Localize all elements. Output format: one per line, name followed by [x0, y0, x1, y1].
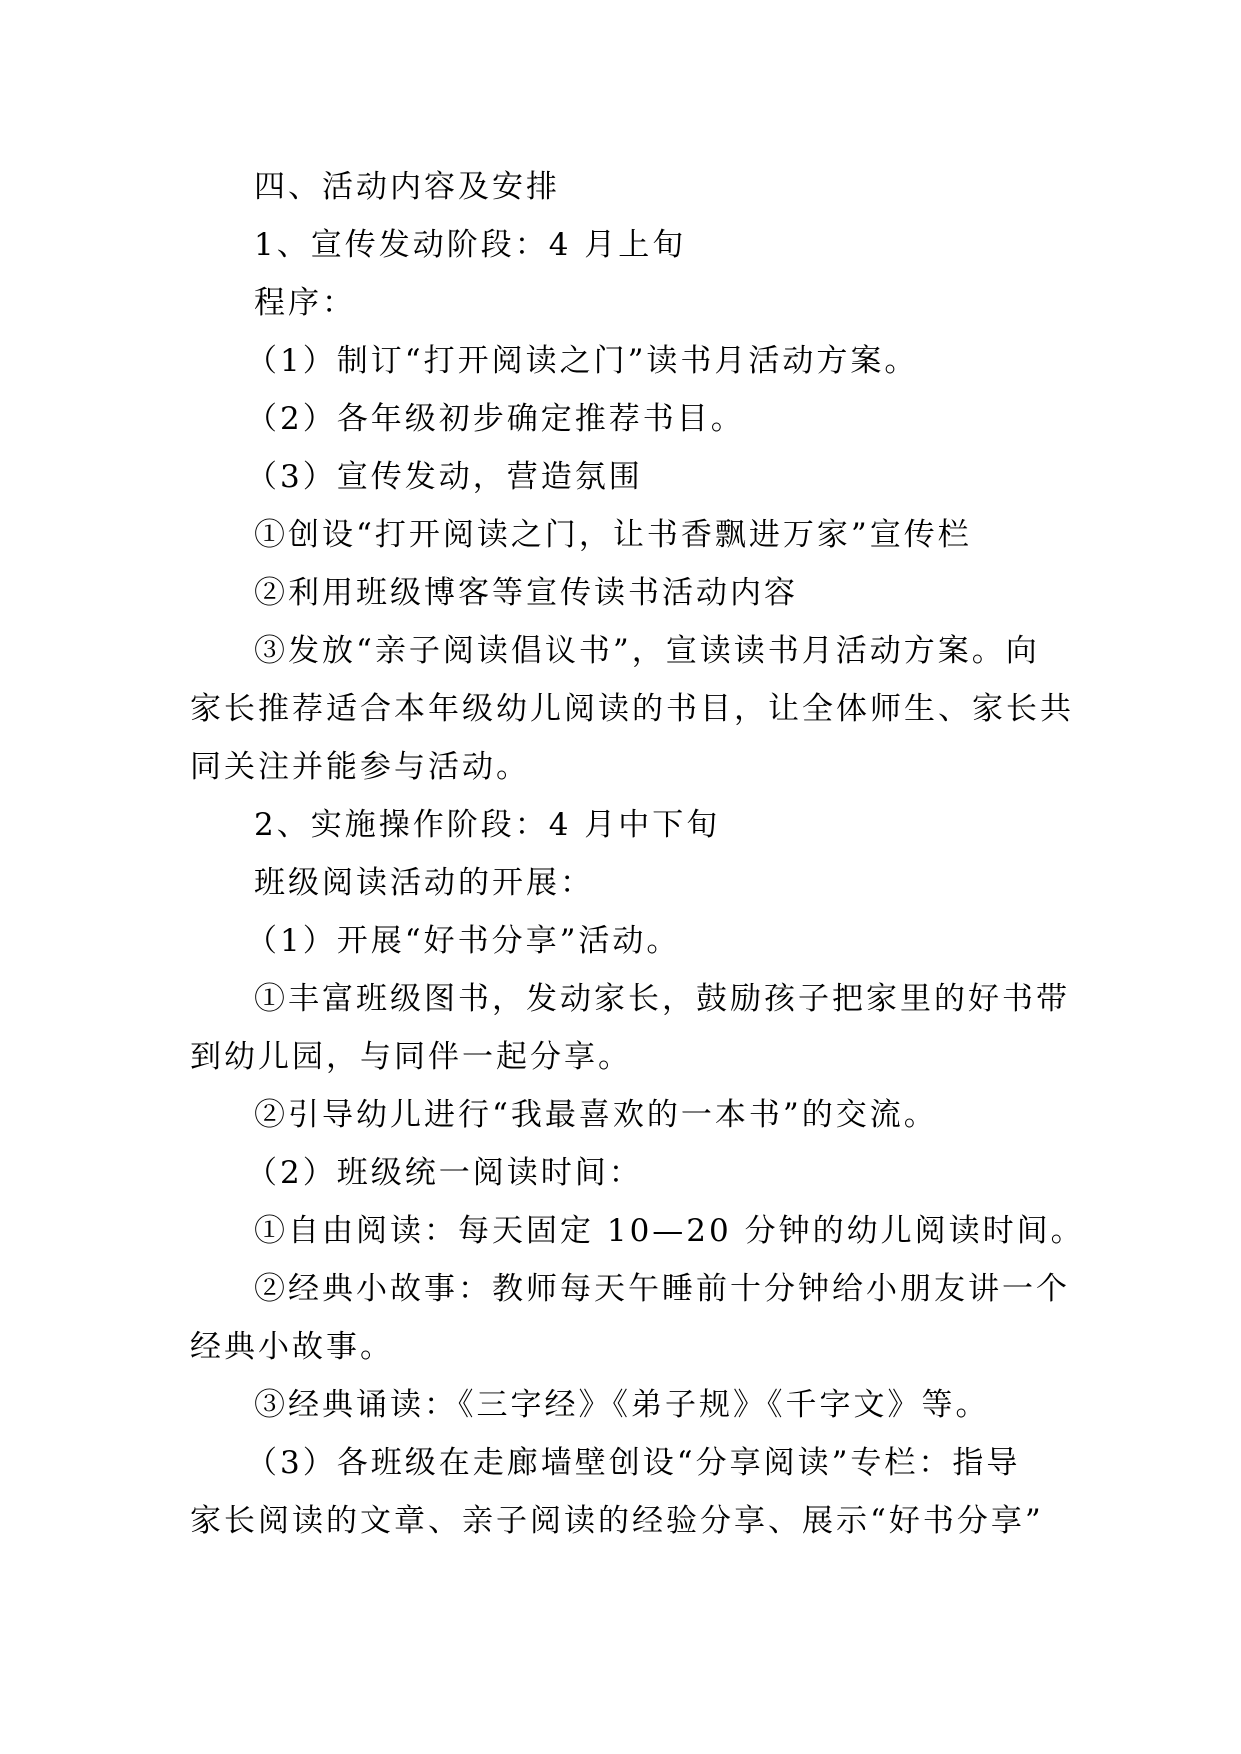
paragraph-line: （1）开展“好书分享”活动。: [246, 923, 681, 959]
document-body: [190, 158, 1085, 1550]
paragraph-line: （1）制订“打开阅读之门”读书月活动方案。: [246, 343, 919, 379]
section-heading: 四、活动内容及安排: [254, 169, 560, 205]
paragraph-line: （3）宣传发动，营造氛围: [246, 459, 643, 495]
paragraph-line: 程序：: [254, 285, 356, 321]
paragraph-line: （2）各年级初步确定推荐书目。: [246, 401, 745, 437]
paragraph-line: ②利用班级博客等宣传读书活动内容: [254, 575, 798, 611]
paragraph-line: 家长阅读的文章、亲子阅读的经验分享、展示“好书分享”: [190, 1503, 1044, 1539]
paragraph-line: ①丰富班级图书，发动家长，鼓励孩子把家里的好书带: [254, 981, 1070, 1017]
paragraph-line: ①创设“打开阅读之门，让书香飘进万家”宣传栏: [254, 517, 972, 553]
stage-heading: 2、实施操作阶段：4 月中下旬: [254, 807, 721, 843]
paragraph-line: ①自由阅读：每天固定 10—20 分钟的幼儿阅读时间。: [254, 1213, 1085, 1249]
paragraph-line: 经典小故事。: [190, 1329, 394, 1365]
paragraph-line: 同关注并能参与活动。: [190, 749, 530, 785]
paragraph-line: ③经典诵读：《三字经》《弟子规》《千字文》等。: [254, 1387, 990, 1423]
paragraph-line: 家长推荐适合本年级幼儿阅读的书目，让全体师生、家长共: [190, 691, 1074, 727]
paragraph-line: ②经典小故事：教师每天午睡前十分钟给小朋友讲一个: [254, 1271, 1070, 1307]
paragraph-line: ③发放“亲子阅读倡议书”，宣读读书月活动方案。向: [254, 633, 1040, 669]
paragraph-line: 到幼儿园，与同伴一起分享。: [190, 1039, 632, 1075]
stage-heading: 1、宣传发动阶段：4 月上旬: [254, 227, 687, 263]
paragraph-line: （2）班级统一阅读时间：: [246, 1155, 643, 1191]
paragraph-line: ②引导幼儿进行“我最喜欢的一本书”的交流。: [254, 1097, 938, 1133]
paragraph-line: 班级阅读活动的开展：: [254, 865, 594, 901]
paragraph-line: （3）各班级在走廊墙壁创设“分享阅读”专栏：指导: [246, 1445, 1021, 1481]
